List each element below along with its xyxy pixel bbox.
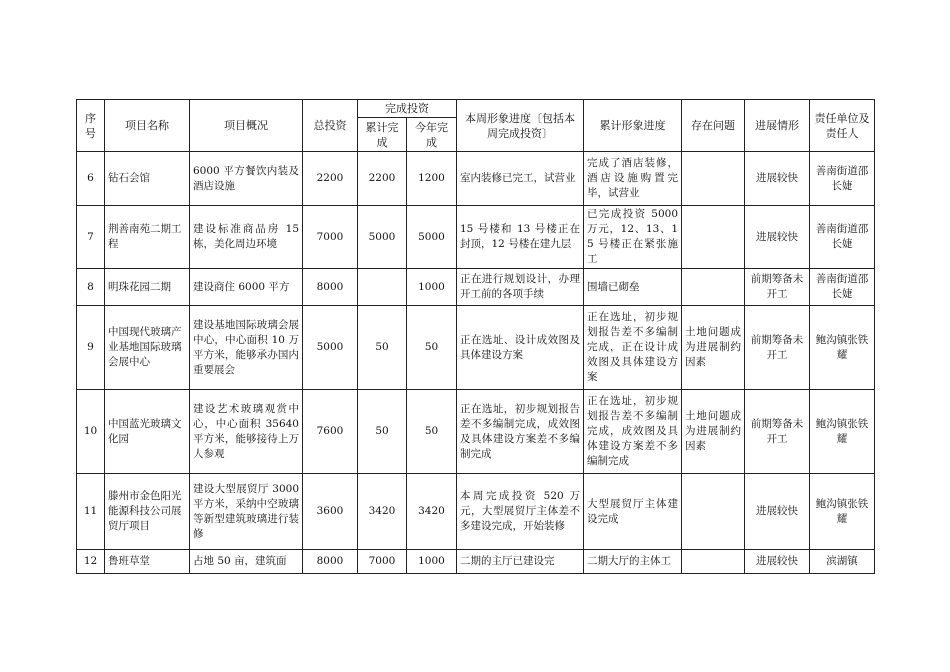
cell-overview: 占地 50 亩，建筑面 bbox=[190, 550, 303, 574]
cell-cum-progress: 完成了酒店装修，酒店设施购置完毕，试营业 bbox=[584, 152, 682, 206]
cell-status: 进展较快 bbox=[745, 152, 810, 206]
cell-seq: 8 bbox=[77, 269, 105, 306]
cell-this-year: 3420 bbox=[407, 474, 457, 550]
cell-seq: 9 bbox=[77, 306, 105, 390]
cell-issues: 土地问题成为进展制约因素 bbox=[682, 390, 745, 474]
cell-responsible: 善南街道邵长婕 bbox=[810, 206, 875, 269]
cell-this-year: 50 bbox=[407, 390, 457, 474]
cell-overview: 建设基地国际玻璃会展中心，中心面积 10 万平方米，能够承办国内重要展会 bbox=[190, 306, 303, 390]
header-seq: 序号 bbox=[77, 100, 105, 152]
header-total: 总投资 bbox=[303, 100, 358, 152]
cell-seq: 10 bbox=[77, 390, 105, 474]
cell-status: 进展较快 bbox=[745, 550, 810, 574]
cell-issues bbox=[682, 474, 745, 550]
cell-responsible: 善南街道邵长婕 bbox=[810, 152, 875, 206]
header-responsible: 责任单位及责任人 bbox=[810, 100, 875, 152]
cell-cumulative: 3420 bbox=[358, 474, 407, 550]
table-row bbox=[77, 306, 875, 390]
cell-weekly: 二期的主厅已建设完 bbox=[457, 550, 584, 574]
header-done-group: 完成投资 bbox=[358, 100, 457, 118]
cell-responsible: 滨湖镇 bbox=[810, 550, 875, 574]
cell-name: 中国蓝光玻璃文化园 bbox=[105, 390, 190, 474]
table-row bbox=[77, 206, 875, 269]
cell-issues bbox=[682, 206, 745, 269]
cell-total: 7600 bbox=[303, 390, 358, 474]
cell-total: 2200 bbox=[303, 152, 358, 206]
cell-responsible: 善南街道邵长婕 bbox=[810, 269, 875, 306]
cell-issues bbox=[682, 550, 745, 574]
cell-responsible: 鲍沟镇张铁耀 bbox=[810, 306, 875, 390]
cell-issues bbox=[682, 152, 745, 206]
cell-cum-progress: 正在选址，初步规划报告差不多编制完成，正在设计成效图及具体建设方案 bbox=[584, 306, 682, 390]
cell-name: 中国现代玻璃产业基地国际玻璃会展中心 bbox=[105, 306, 190, 390]
cell-total: 8000 bbox=[303, 269, 358, 306]
cell-weekly: 15 号楼和 13 号楼正在封顶，12 号楼在建九层 bbox=[457, 206, 584, 269]
cell-status: 前期筹备未开工 bbox=[745, 269, 810, 306]
header-overview: 项目概况 bbox=[190, 100, 303, 152]
table-row bbox=[77, 152, 875, 206]
cell-cumulative: 7000 bbox=[358, 550, 407, 574]
cell-status: 进展较快 bbox=[745, 474, 810, 550]
cell-total: 3600 bbox=[303, 474, 358, 550]
cell-status: 前期筹备未开工 bbox=[745, 390, 810, 474]
table-row bbox=[77, 390, 875, 474]
header-cum-progress: 累计形象进度 bbox=[584, 100, 682, 152]
cell-weekly: 正在选址，初步规划报告差不多编制完成，成效图及具体建设方案差不多编制完成 bbox=[457, 390, 584, 474]
cell-responsible: 鲍沟镇张铁耀 bbox=[810, 390, 875, 474]
cell-cumulative bbox=[358, 269, 407, 306]
cell-issues: 土地问题成为进展制约因素 bbox=[682, 306, 745, 390]
table-header bbox=[77, 100, 875, 152]
cell-weekly: 正在选址、设计成效图及具体建设方案 bbox=[457, 306, 584, 390]
cell-cum-progress: 二期大厅的主体工 bbox=[584, 550, 682, 574]
cell-name: 滕州市金色阳光能源科技公司展贸厅项目 bbox=[105, 474, 190, 550]
cell-overview: 6000 平方餐饮内装及酒店设施 bbox=[190, 152, 303, 206]
cell-this-year: 50 bbox=[407, 306, 457, 390]
project-progress-table bbox=[76, 99, 875, 574]
header-weekly: 本周形象进度〔包括本周完成投资〕 bbox=[457, 100, 584, 152]
cell-weekly: 本周完成投资 520 万元，大型展贸厅主体差不多建设完成，开始装修 bbox=[457, 474, 584, 550]
cell-name: 荆善南苑二期工程 bbox=[105, 206, 190, 269]
table-row bbox=[77, 474, 875, 550]
cell-total: 5000 bbox=[303, 306, 358, 390]
cell-cumulative: 2200 bbox=[358, 152, 407, 206]
table-row bbox=[77, 550, 875, 574]
cell-name: 明珠花园二期 bbox=[105, 269, 190, 306]
cell-seq: 11 bbox=[77, 474, 105, 550]
cell-cumulative: 50 bbox=[358, 306, 407, 390]
cell-cumulative: 50 bbox=[358, 390, 407, 474]
cell-weekly: 正在进行规划设计，办理开工前的各项手续 bbox=[457, 269, 584, 306]
cell-this-year: 1200 bbox=[407, 152, 457, 206]
cell-cum-progress: 已完成投资 5000 万元，12、13、15 号楼正在紧张施工 bbox=[584, 206, 682, 269]
header-status: 进展情形 bbox=[745, 100, 810, 152]
cell-this-year: 1000 bbox=[407, 269, 457, 306]
cell-this-year: 5000 bbox=[407, 206, 457, 269]
cell-seq: 6 bbox=[77, 152, 105, 206]
cell-total: 8000 bbox=[303, 550, 358, 574]
cell-overview: 建设标准商品房 15 栋，美化周边环境 bbox=[190, 206, 303, 269]
cell-status: 进展较快 bbox=[745, 206, 810, 269]
cell-this-year: 1000 bbox=[407, 550, 457, 574]
cell-issues bbox=[682, 269, 745, 306]
cell-responsible: 鲍沟镇张铁耀 bbox=[810, 474, 875, 550]
cell-seq: 12 bbox=[77, 550, 105, 574]
cell-overview: 建设商住 6000 平方 bbox=[190, 269, 303, 306]
header-this-year: 今年完成 bbox=[407, 118, 457, 152]
cell-cum-progress: 正在选址，初步规划报告差不多编制完成，成效图及具体建设方案差不多编制完成 bbox=[584, 390, 682, 474]
cell-seq: 7 bbox=[77, 206, 105, 269]
cell-overview: 建设大型展贸厅 3000 平方米，采纳中空玻璃等新型建筑玻璃进行装修 bbox=[190, 474, 303, 550]
header-cumulative: 累计完成 bbox=[358, 118, 407, 152]
header-issues: 存在问题 bbox=[682, 100, 745, 152]
cell-cum-progress: 大型展贸厅主体建设完成 bbox=[584, 474, 682, 550]
cell-name: 钻石会馆 bbox=[105, 152, 190, 206]
table-row bbox=[77, 269, 875, 306]
header-name: 项目名称 bbox=[105, 100, 190, 152]
cell-status: 前期筹备未开工 bbox=[745, 306, 810, 390]
cell-weekly: 室内装修已完工，试营业 bbox=[457, 152, 584, 206]
cell-overview: 建设艺术玻璃观赏中心，中心面积 35640 平方米，能够接待上万人参观 bbox=[190, 390, 303, 474]
cell-cumulative: 5000 bbox=[358, 206, 407, 269]
cell-total: 7000 bbox=[303, 206, 358, 269]
cell-cum-progress: 围墙已砌垒 bbox=[584, 269, 682, 306]
table-body bbox=[77, 152, 875, 574]
cell-name: 鲁班草堂 bbox=[105, 550, 190, 574]
project-progress-sheet bbox=[76, 99, 874, 574]
